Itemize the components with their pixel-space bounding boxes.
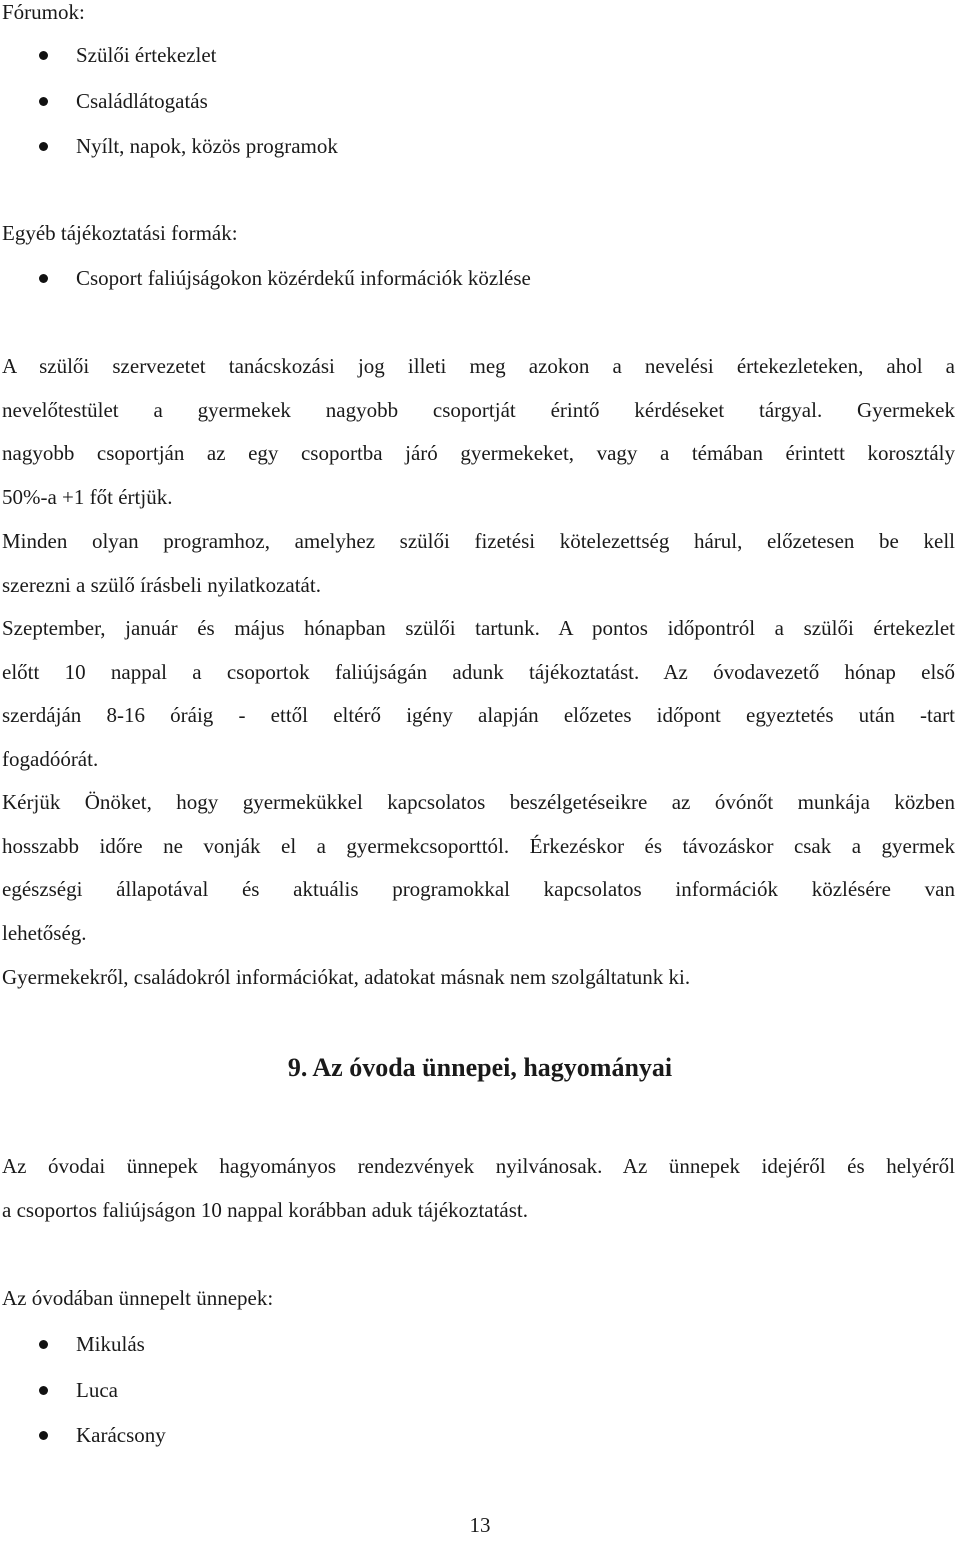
bullet-icon <box>39 51 48 60</box>
list-item: Csoport faliújságokon közérdekű információk közlése <box>0 256 531 302</box>
page-number: 13 <box>469 1513 491 1537</box>
section-heading: 9. Az óvoda ünnepei, hagyományai <box>287 1053 673 1082</box>
bullet-icon <box>39 274 48 283</box>
other-info-label: Egyéb tájékoztatási formák: <box>2 221 238 245</box>
bullet-icon <box>39 1340 48 1349</box>
bullet-icon <box>39 97 48 106</box>
list-item: Karácsony <box>0 1413 166 1459</box>
forums-list <box>0 33 338 170</box>
bullet-icon <box>39 1431 48 1440</box>
paragraph-celebrations: Az óvodai ünnepek hagyományos rendezvények nyilvánosak. Az ünnepek idejéről és helyéről a csoportos faliújságon 10 nappal korábban aduk tájékoztatást. <box>2 1154 955 1222</box>
list-item: Családlátogatás <box>0 79 338 125</box>
list-item: Nyílt, napok, közös programok <box>0 124 338 170</box>
paragraph-payment-declaration: Minden olyan programhoz, amelyhez szülői fizetési kötelezettség hárul, előzetesen be kell szerezni a szülő írásbeli nyilatkozatát. <box>2 529 955 597</box>
holidays-list <box>0 1322 166 1459</box>
paragraph-parent-council: A szülői szervezetet tanácskozási jog illeti meg azokon a nevelési értekezleteken, ahol a nevelőtestület a gyermekek nagyobb csoportját érintő kérdéseket tárgyal. Gyermekek nagyobb csoportján az egy csoportba járó gyermekeket, vagy a témában érintett korosztály 50%-a +1 főt értjük. <box>2 354 955 509</box>
paragraph-teacher-conversations: Kérjük Önöket, hogy gyermekükkel kapcsolatos beszélgetéseikre az óvónőt munkája közben hosszabb időre ne vonják el a gyermekcsoporttól. Érkezéskor és távozáskor csak a gyermek egészségi állapotával és aktuális programokkal kapcsolatos információk közlésére van lehetőség. <box>2 790 955 945</box>
other-info-list <box>0 256 531 302</box>
paragraph-parent-meetings: Szeptember, január és május hónapban szülői tartunk. A pontos időpontról a szülői értekezlet előtt 10 nappal a csoportok faliújságán adunk tájékoztatást. Az óvodavezető hónap első szerdáján 8-16 óráig - ettől eltérő igény alapján előzetes időpont egyeztetés után -tart fogadóórát. <box>2 616 955 771</box>
paragraph-data-privacy: Gyermekekről, családokról információkat, adatokat másnak nem szolgáltatunk ki. <box>2 965 691 989</box>
list-item: Szülői értekezlet <box>0 33 338 79</box>
list-item: Luca <box>0 1368 166 1414</box>
bullet-icon <box>39 142 48 151</box>
list-item: Mikulás <box>0 1322 166 1368</box>
forums-label: Fórumok: <box>2 0 85 24</box>
bullet-icon <box>39 1386 48 1395</box>
holidays-label: Az óvodában ünnepelt ünnepek: <box>2 1286 274 1310</box>
